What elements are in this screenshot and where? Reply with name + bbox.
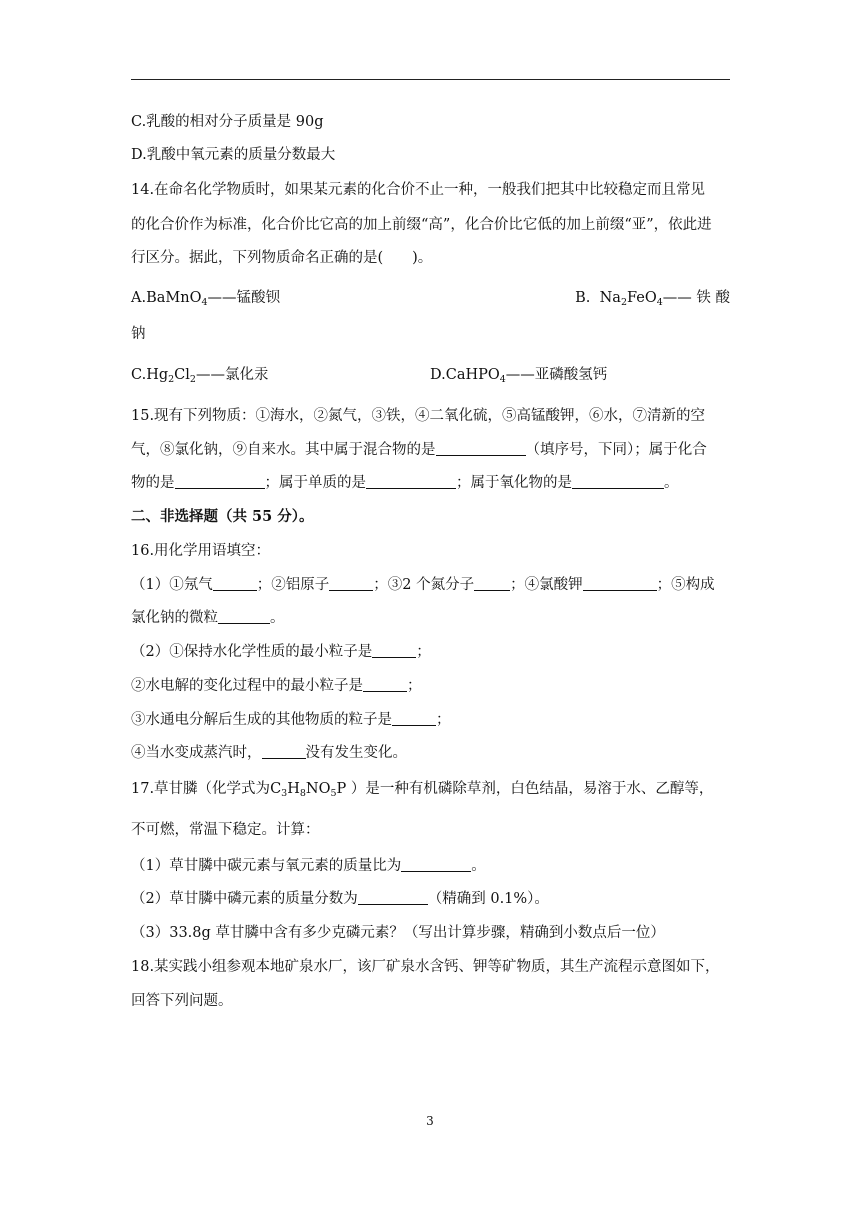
answer-blank[interactable]: [474, 576, 510, 591]
q17-line-2: 不可燃，常温下稳定。计算：: [131, 822, 320, 838]
q17-part-3: （3）33.8g 草甘膦中含有多少克磷元素？（写出计算步骤，精确到小数点后一位）: [131, 925, 665, 941]
q16-part-1: （1）①氖气 ；②铝原子 ；③2 个氮分子 ；④氯酸钾 ；⑤构成: [131, 577, 715, 593]
q14-option-d: D.CaHPO$_4$——亚磷酸氢钙: [430, 367, 608, 385]
q15-line-1: 15.现有下列物质：①海水，②氮气，③铁，④二氧化硫，⑤高锰酸钾，⑥水，⑦清新的空: [131, 408, 706, 424]
q17-part-2: （2）草甘膦中磷元素的质量分数为 （精确到 0.1%）。: [131, 891, 549, 907]
q16-part-2-2: ②水电解的变化过程中的最小粒子是 ；: [131, 678, 422, 694]
q14-option-c: $C.Hg_2Cl_2——$氯化汞: [131, 367, 269, 385]
chemical-formula: $C_3H_8NO_5P$: [270, 781, 347, 799]
answer-blank[interactable]: [366, 474, 456, 489]
q16-part-2-4: ④当水变成蒸汽时， 没有发生变化。: [131, 745, 407, 761]
q16-part-2-3: ③水通电分解后生成的其他物质的粒子是 ；: [131, 712, 451, 728]
answer-blank[interactable]: [218, 609, 270, 624]
answer-blank[interactable]: [583, 576, 657, 591]
answer-blank[interactable]: [213, 576, 257, 591]
q13-option-d: D.乳酸中氧元素的质量分数最大: [131, 147, 336, 163]
q13-option-c: C.乳酸的相对分子质量是 90g: [131, 114, 324, 130]
q18-line-2: 回答下列问题。: [131, 993, 233, 1009]
answer-blank[interactable]: [436, 441, 526, 456]
q15-line-3: 物的是 ；属于单质的是 ；属于氧化物的是 。: [131, 475, 679, 491]
q16-part-1-continued: 氯化钠的微粒 。: [131, 610, 285, 626]
answer-blank[interactable]: [392, 711, 436, 726]
q14-option-a: A.BaMnO$_4$——锰酸钡: [131, 290, 281, 308]
section-heading: 二、非选择题（共 55 分）。: [131, 508, 314, 525]
q14-option-b: B. $Na_2FeO_4——$ 铁 酸: [575, 290, 730, 308]
answer-blank[interactable]: [358, 890, 428, 905]
q15-line-2: 气，⑧氯化钠，⑨自来水。其中属于混合物的是 （填序号，下同）；属于化合: [131, 442, 707, 458]
answer-blank[interactable]: [372, 643, 416, 658]
q14-line-3: 行区分。据此，下列物质命名正确的是( )。: [131, 250, 433, 266]
q14-option-b-continued: 钠: [131, 326, 146, 342]
page-number: 3: [426, 1114, 434, 1128]
answer-blank[interactable]: [175, 474, 265, 489]
header-rule: [131, 79, 730, 80]
q17-line-1: 17.草甘膦（化学式为$C_3H_8NO_5P$ ）是一种有机磷除草剂，白色结晶，易溶于水、乙醇等，: [131, 781, 714, 799]
q18-line-1: 18.某实践小组参观本地矿泉水厂，该厂矿泉水含钙、钾等矿物质，其生产流程示意图如下，: [131, 959, 720, 975]
answer-blank[interactable]: [363, 677, 407, 692]
q14-line-1: 14.在命名化学物质时，如果某元素的化合价不止一种，一般我们把其中比较稳定而且常见: [131, 182, 706, 198]
q16-part-2-1: （2）①保持水化学性质的最小粒子是 ；: [131, 644, 431, 660]
answer-blank[interactable]: [572, 474, 664, 489]
answer-blank[interactable]: [401, 857, 471, 872]
q17-part-1: （1）草甘膦中碳元素与氧元素的质量比为 。: [131, 858, 486, 874]
answer-blank[interactable]: [262, 744, 306, 759]
answer-blank[interactable]: [329, 576, 373, 591]
q14-options-ab: [131, 288, 730, 308]
q16-title: 16.用化学用语填空：: [131, 543, 271, 559]
q14-line-2: 的化合价作为标准，化合价比它高的加上前缀“高”，化合价比它低的加上前缀“亚”，依此进: [131, 217, 712, 233]
